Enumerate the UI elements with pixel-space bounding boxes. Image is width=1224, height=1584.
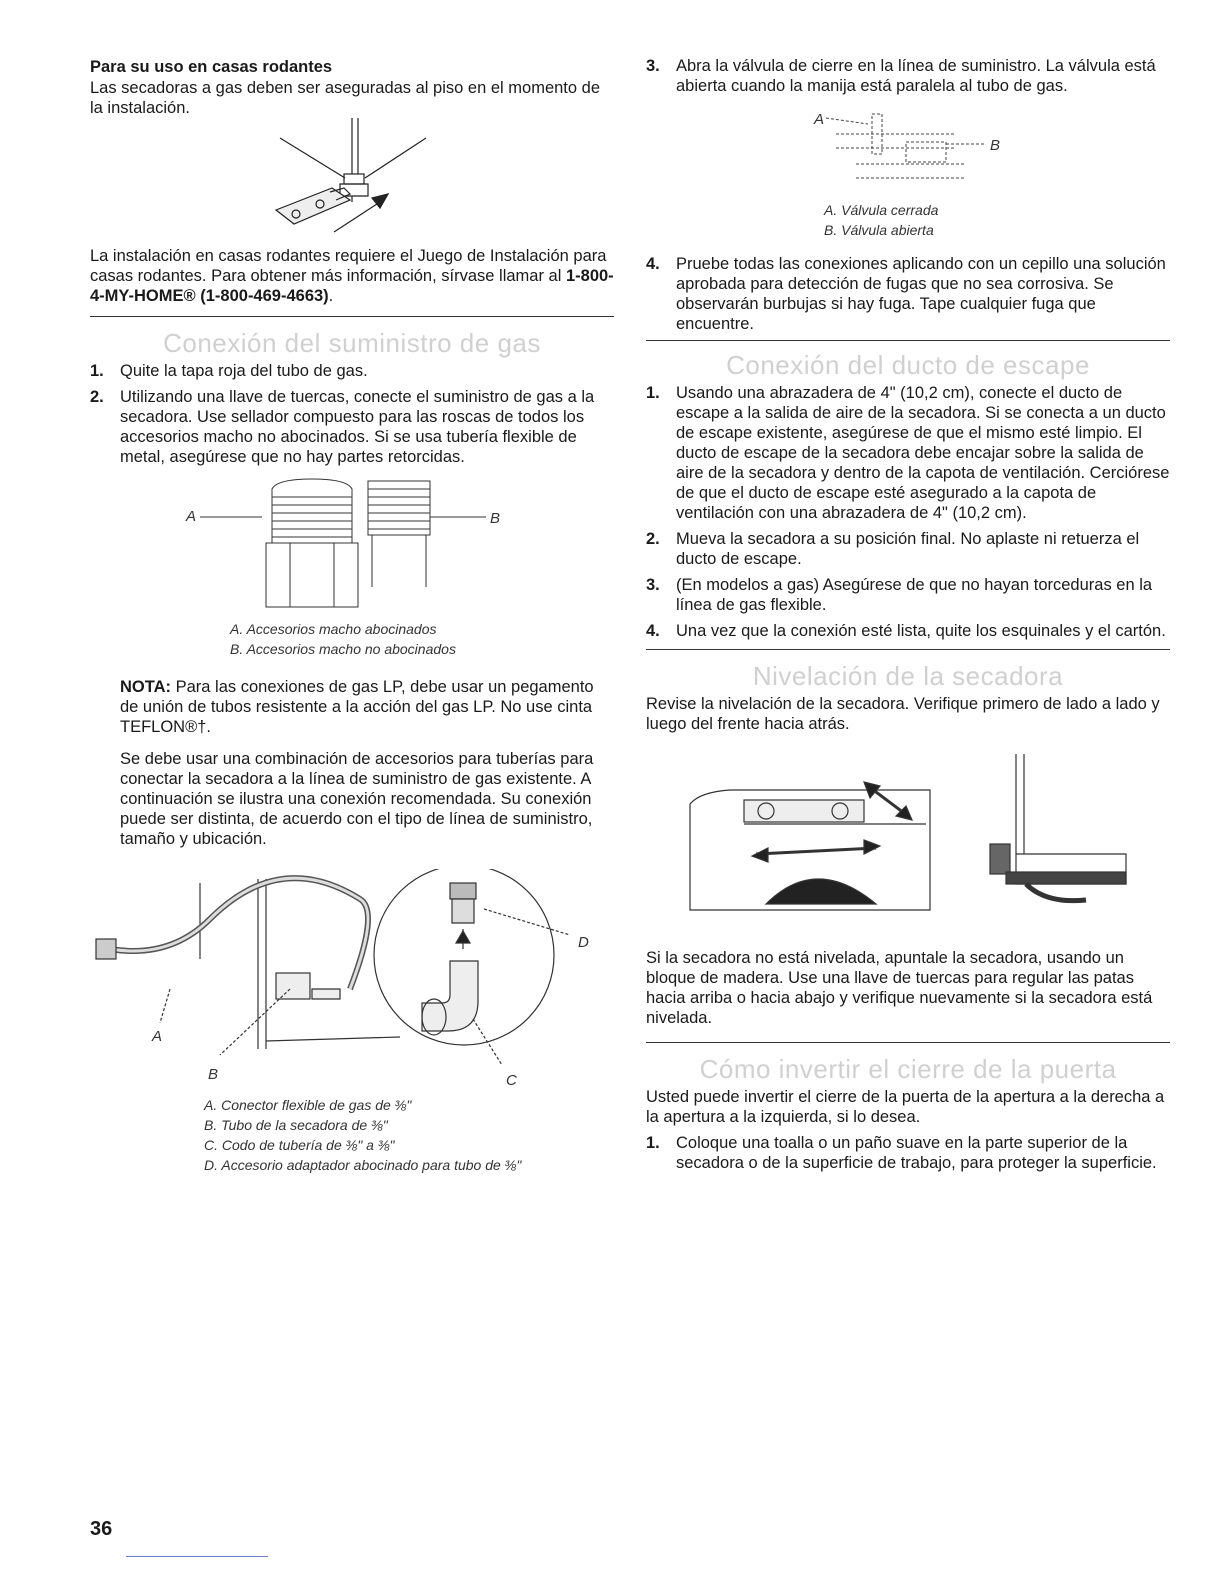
floor-bracket-illustration	[90, 118, 614, 240]
caption-a: A. Accesorios macho abocinados	[230, 621, 437, 637]
caption-a: A. Válvula cerrada	[824, 202, 939, 218]
section-divider	[646, 649, 1170, 650]
kit-text: La instalación en casas rodantes requiere el Juego de Instalación para casas rodantes. Para obtener más información, sírvase llamar al	[90, 247, 607, 285]
note-text: Para las conexiones de gas LP, debe usar un pegamento de unión de tubos resistente a la acción del gas LP. No use cinta TEFLON®†.	[120, 678, 594, 736]
exhaust-title: Conexión del ducto de escape	[726, 350, 1090, 380]
step-number: 4.	[646, 622, 660, 640]
gas-supply-steps-continued	[646, 56, 1170, 96]
section-divider	[90, 316, 614, 317]
list-item	[646, 254, 1170, 334]
step-text: Mueva la secadora a su posición final. No aplaste ni retuerza el ducto de escape.	[676, 530, 1140, 568]
connection-label-c: C	[506, 1072, 517, 1089]
valve-label-b: B	[990, 137, 1001, 154]
leveling-text-2: Si la secadora no está nivelada, apuntale la secadora, usando un bloque de madera. Use una llave de tuercas para regular las patas hacia arriba o hacia abajo y verifique nuevamente si la secadora está nivelada.	[646, 949, 1153, 1027]
step-text: Abra la válvula de cierre en la línea de suministro. La válvula está abierta cuando la manija está paralela al tubo de gas.	[676, 57, 1156, 95]
connection-label-a: A	[152, 1028, 163, 1045]
step-text: Coloque una toalla o un paño suave en la parte superior de la secadora o de la superficie de trabajo, para proteger la superficie.	[676, 1134, 1157, 1172]
connection-label-b: B	[208, 1066, 219, 1083]
fitting-label-b: B	[490, 510, 501, 527]
right-column	[646, 56, 1170, 1173]
connection-label-d: D	[578, 934, 589, 951]
leveling-illustration	[646, 744, 1170, 934]
caption-d: D. Accesorio adaptador abocinado para tubo de ⅜"	[204, 1157, 522, 1173]
fitting-label-a: A	[186, 508, 197, 525]
step-number: 1.	[90, 362, 104, 380]
fittings-caption	[230, 619, 614, 659]
gas-supply-steps-continued-2	[646, 254, 1170, 334]
gas-supply-steps	[90, 361, 614, 467]
step-text: Usando una abrazadera de 4" (10,2 cm), conecte el ducto de escape a la salida de aire de la secadora. Si se conecta a un ducto de escape existente, asegúrese de que el mismo esté limpio. El ducto de escape de la secadora debe encajar sobre la salida de aire de la secadora y dentro de la capota de ventilación. Cerciórese de que el ducto de escape esté asegurado a la capota de ventilación con una abrazadera de 4" (10,2 cm).	[676, 384, 1170, 522]
list-item	[646, 529, 1170, 569]
phone-number: 1-800-4-MY-HOME® (1-800-469-4663)	[90, 267, 614, 305]
step-number: 2.	[646, 530, 660, 548]
list-item	[90, 387, 614, 467]
section-divider	[646, 340, 1170, 341]
section-divider	[646, 1042, 1170, 1043]
gas-connection-illustration	[90, 869, 614, 1089]
step-number: 2.	[90, 388, 104, 406]
fittings-illustration	[90, 477, 614, 617]
list-item	[646, 383, 1170, 523]
footer-line	[126, 1556, 268, 1557]
phone-end: .	[328, 287, 334, 305]
list-item	[646, 56, 1170, 96]
list-item	[646, 1133, 1170, 1173]
valve-caption	[824, 200, 1170, 240]
gas-supply-title: Conexión del suministro de gas	[163, 328, 541, 358]
step-number: 4.	[646, 255, 660, 273]
caption-c: C. Codo de tubería de ⅜" a ⅜"	[204, 1137, 395, 1153]
valve-label-a: A	[814, 111, 825, 128]
valve-illustration	[646, 104, 1170, 200]
combo-text: Se debe usar una combinación de accesorios para tuberías para conectar la secadora a la línea de suministro de gas existente. A continuación se ilustra una conexión recomendada. Su conexión puede ser distinta, de acuerdo con el tipo de línea de suministro, tamaño y ubicación.	[120, 750, 594, 848]
mobile-home-kit-text	[90, 246, 614, 306]
step-text: (En modelos a gas) Asegúrese de que no hayan torceduras en la línea de gas flexible.	[676, 576, 1153, 614]
step-number: 1.	[646, 384, 660, 402]
step-number: 1.	[646, 1134, 660, 1152]
door-title: Cómo invertir el cierre de la puerta	[699, 1054, 1117, 1084]
page-number: 36	[90, 1518, 113, 1540]
connection-caption	[204, 1095, 614, 1175]
list-item	[646, 621, 1170, 641]
list-item	[646, 575, 1170, 615]
step-text: Una vez que la conexión esté lista, quite los esquinales y el cartón.	[676, 622, 1166, 640]
step-text: Quite la tapa roja del tubo de gas.	[120, 362, 368, 380]
caption-b: B. Válvula abierta	[824, 222, 934, 238]
caption-b: B. Tubo de la secadora de ⅜"	[204, 1117, 388, 1133]
door-steps	[646, 1133, 1170, 1173]
list-item	[90, 361, 614, 381]
mobile-home-intro: Las secadoras a gas deben ser aseguradas al piso en el momento de la instalación.	[90, 79, 600, 117]
caption-a: A. Conector flexible de gas de ⅜"	[204, 1097, 412, 1113]
exhaust-steps	[646, 383, 1170, 641]
leveling-title: Nivelación de la secadora	[752, 661, 1064, 691]
leveling-text-1: Revise la nivelación de la secadora. Verifique primero de lado a lado y luego del frente hacia atrás.	[646, 695, 1160, 733]
mobile-home-heading: Para su uso en casas rodantes	[90, 58, 333, 76]
left-column	[90, 56, 614, 1175]
step-number: 3.	[646, 576, 660, 594]
step-text: Pruebe todas las conexiones aplicando con un cepillo una solución aprobada para detección de fugas que no sea corrosiva. Se observarán burbujas si hay fuga. Tape cualquier fuga que encuentre.	[676, 255, 1166, 333]
caption-b: B. Accesorios macho no abocinados	[230, 641, 456, 657]
step-number: 3.	[646, 57, 660, 75]
door-text: Usted puede invertir el cierre de la puerta de la apertura a la derecha a la apertura a la izquierda, si lo desea.	[646, 1088, 1165, 1126]
step-text: Utilizando una llave de tuercas, conecte el suministro de gas a la secadora. Use sellador compuesto para las roscas de todos los accesorios macho no abocinados. Si se usa tubería flexible de metal, asegúrese que no hay partes retorcidas.	[120, 388, 595, 466]
lp-note	[120, 677, 614, 737]
note-label: NOTA:	[120, 678, 172, 696]
